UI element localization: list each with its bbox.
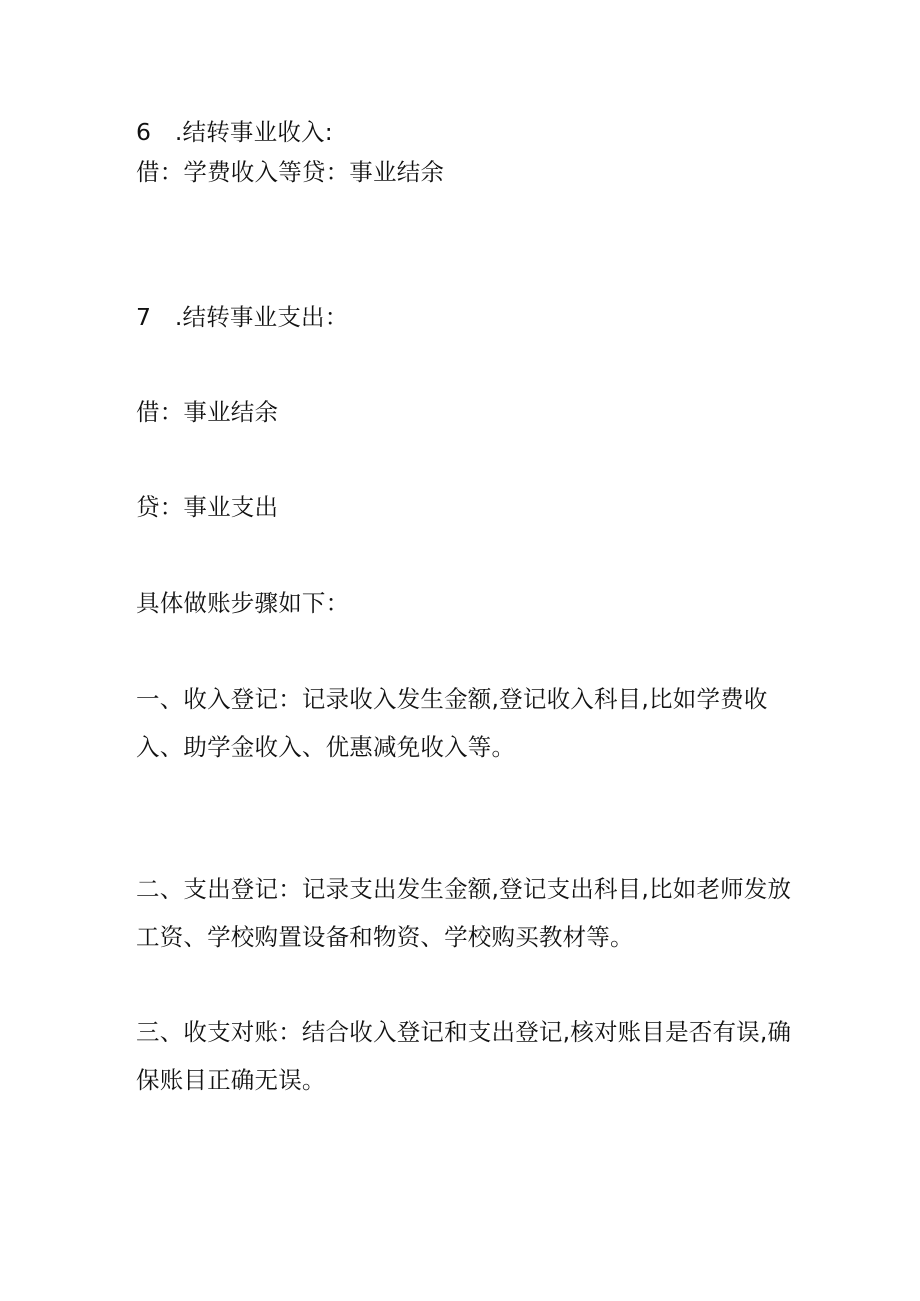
step3-line1: 三、收支对账：结合收入登记和支出登记,核对账目是否有误,确 bbox=[136, 1018, 792, 1046]
item6-entry: 借：学费收入等贷：事业结余 bbox=[136, 158, 445, 186]
item7-credit: 贷：事业支出 bbox=[136, 493, 279, 521]
item7-debit: 借：事业结余 bbox=[136, 398, 279, 426]
steps-intro: 具体做账步骤如下： bbox=[136, 589, 350, 617]
step1-line1: 一、收入登记：记录收入发生金额,登记收入科目,比如学费收 bbox=[136, 685, 768, 713]
step3-line2: 保账目正确无误。 bbox=[136, 1066, 326, 1094]
item6-heading: 6 .结转事业收入: bbox=[136, 118, 333, 146]
step2-line1: 二、支出登记：记录支出发生金额,登记支出科目,比如老师发放 bbox=[136, 875, 792, 903]
step2-line2: 工资、学校购置设备和物资、学校购买教材等。 bbox=[136, 923, 634, 951]
step1-line2: 入、助学金收入、优惠减免收入等。 bbox=[136, 733, 516, 761]
item7-heading: 7 .结转事业支出： bbox=[136, 303, 349, 331]
